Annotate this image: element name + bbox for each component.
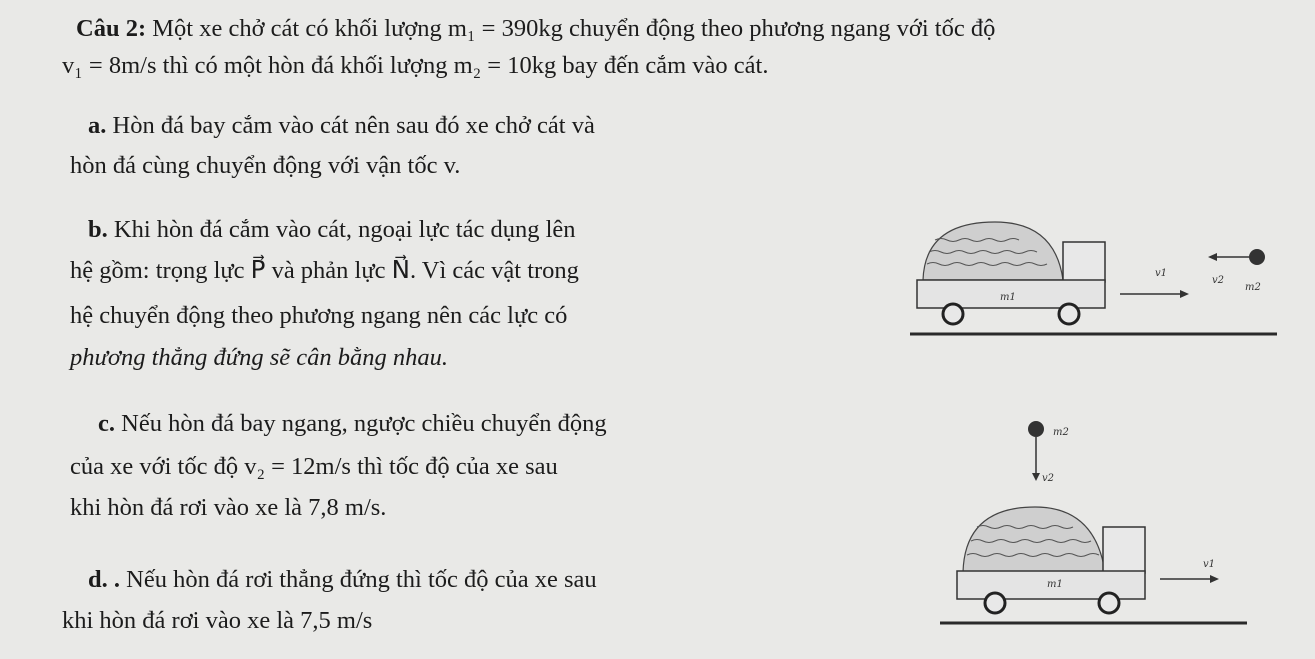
label-v2: v2 (1212, 275, 1225, 286)
part-d-line-2: khi hòn đá rơi vào xe là 7,5 m/s (62, 607, 373, 634)
cart-cabin (1063, 242, 1105, 282)
part-b-line-2: hệ gồm: trọng lực P⃗ và phản lực N⃗. Vì các vật trong (70, 257, 579, 284)
sand-pile (923, 222, 1063, 280)
arrow-v2-head (1208, 253, 1217, 261)
label-m2: m2 (1245, 282, 1261, 293)
part-d-line-1 (88, 565, 597, 595)
stone-m2-falling (1028, 421, 1044, 437)
part-a-label: a. (88, 112, 107, 139)
label-m1: m1 (1000, 292, 1016, 303)
part-b-line-1 (88, 215, 576, 245)
part-a-line-1 (88, 111, 595, 141)
label-v1: v1 (1155, 268, 1168, 279)
part-c-line-3: khi hòn đá rơi vào xe là 7,8 m/s. (70, 494, 387, 521)
arrow-v1-head (1180, 290, 1189, 298)
part-a-text-1: Hòn đá bay cắm vào cát nên sau đó xe chở cát và (112, 112, 595, 139)
part-c-label: c. (98, 410, 115, 437)
arrow-v1-head-2 (1210, 575, 1219, 583)
figure-cart-horizontal (905, 210, 1285, 350)
cart-cabin-2 (1103, 527, 1145, 573)
wheel-right (1059, 304, 1079, 324)
question-label: Câu 2: (76, 15, 147, 42)
label-v1-2: v1 (1203, 559, 1216, 570)
part-d-label: d. . (88, 566, 121, 593)
label-m2-falling: m2 (1053, 427, 1069, 438)
part-b-line-4: phương thẳng đứng sẽ cân bằng nhau. (70, 344, 449, 371)
label-m1-2: m1 (1047, 579, 1063, 590)
stone-m2 (1249, 249, 1265, 265)
part-c-line-1 (98, 409, 607, 439)
wheel-left-2 (985, 593, 1005, 613)
figure-cart-vertical (935, 415, 1255, 637)
part-b-text-1: Khi hòn đá cắm vào cát, ngoại lực tác dụng lên (113, 216, 576, 243)
wheel-left (943, 304, 963, 324)
part-c-line-2: của xe với tốc độ v₂ = 12m/s thì tốc độ của xe sau (70, 453, 558, 480)
part-b-label: b. (88, 216, 108, 243)
question-text-1: Một xe chở cát có khối lượng m₁ = 390kg chuyển động theo phương ngang với tốc độ (152, 15, 996, 42)
part-b-line-3: hệ chuyển động theo phương ngang nên các lực có (70, 302, 568, 329)
question-line-2: v₁ = 8m/s thì có một hòn đá khối lượng m₂ = 10kg bay đến cắm vào cát. (62, 52, 769, 79)
part-d-text-1: Nếu hòn đá rơi thẳng đứng thì tốc độ của xe sau (126, 566, 597, 593)
part-c-text-1: Nếu hòn đá bay ngang, ngược chiều chuyển động (121, 410, 607, 437)
question-line-1 (76, 14, 995, 44)
part-a-line-2: hòn đá cùng chuyển động với vận tốc v. (70, 152, 461, 179)
wheel-right-2 (1099, 593, 1119, 613)
arrow-v2-down-head (1032, 473, 1040, 481)
sand-pile-2 (963, 507, 1105, 572)
label-v2-falling: v2 (1042, 473, 1055, 484)
